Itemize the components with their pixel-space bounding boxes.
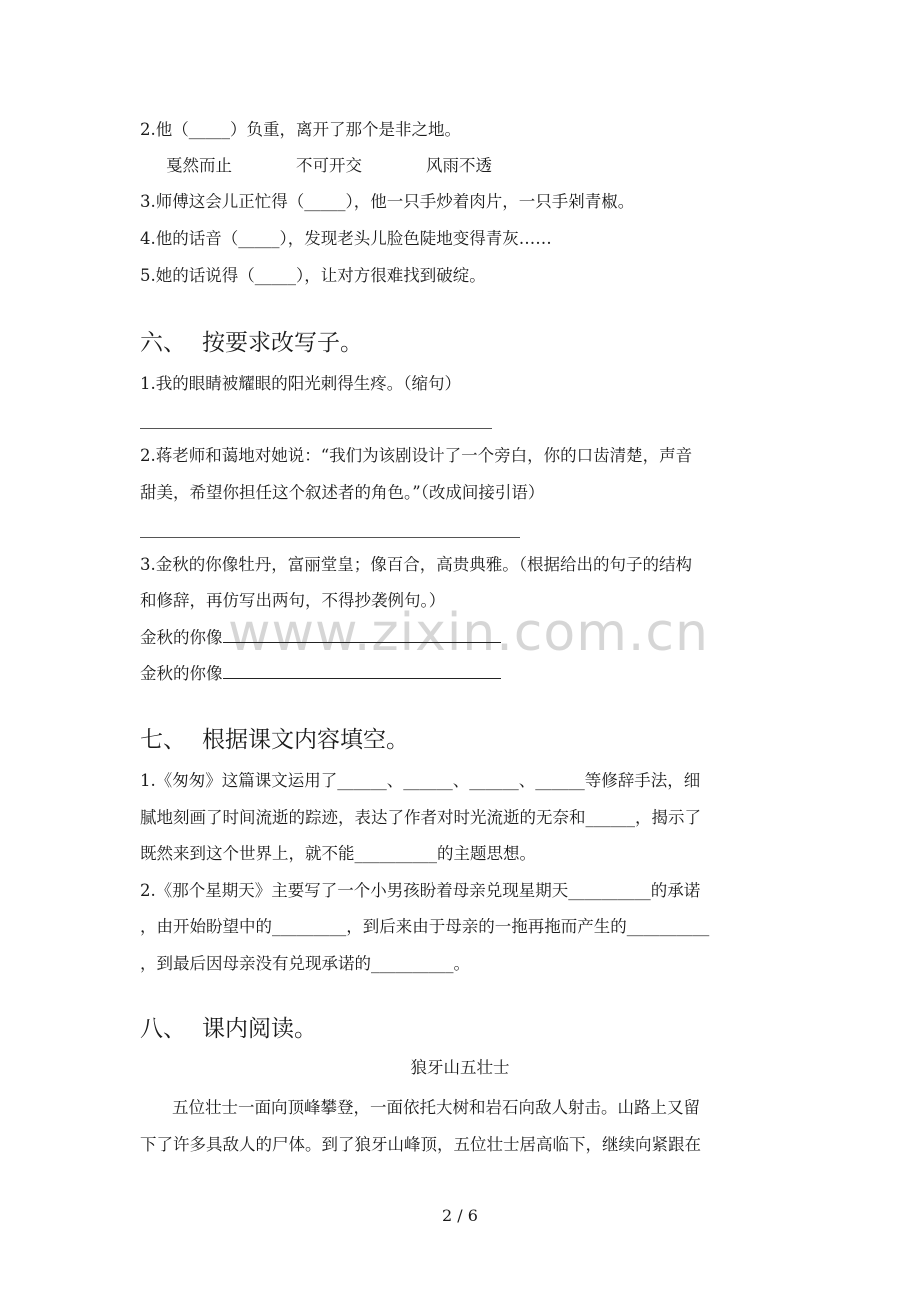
question-5-3: 3.师傅这会儿正忙得（_____），他一只手炒着肉片，一只手剁青椒。 [140,192,635,211]
question-7-1-line3: 既然来到这个世界上，就不能__________的主题思想。 [140,844,536,863]
section-number: 七、 [140,727,186,753]
question-6-2-line1: 2.蒋老师和蔼地对她说：“我们为该剧设计了一个旁白，你的口齿清楚，声音 [140,446,693,465]
imitation-prompt-2 [140,662,501,686]
section-title: 按要求改写子。 [202,330,363,356]
prompt-text: 金秋的你像 [140,628,223,647]
question-6-3-line2: 和修辞，再仿写出两句，不得抄袭例句。） [140,591,446,610]
section-heading-6 [140,328,363,358]
answer-line [140,537,520,538]
question-5-4: 4.他的话音（_____），发现老头儿脸色陡地变得青灰…… [140,229,552,248]
section-title: 课内阅读。 [202,1016,317,1042]
word-options [166,154,492,178]
passage-paragraph-line1: 五位壮士一面向顶峰攀登，一面依托大树和岩石向敌人射击。山路上又留 [172,1098,700,1117]
section-title: 根据课文内容填空。 [202,727,409,753]
fill-blank [223,664,501,679]
question-6-2-line2: 甜美，希望你担任这个叙述者的角色。”（改成间接引语） [140,483,545,502]
section-heading-7 [140,725,409,755]
option-3: 风雨不透 [426,156,492,175]
question-6-1: 1.我的眼睛被耀眼的阳光刺得生疼。（缩句） [140,374,461,393]
option-2: 不可开交 [296,156,362,175]
passage-paragraph-line2: 下了许多具敌人的尸体。到了狼牙山峰顶，五位壮士居高临下，继续向紧跟在 [140,1135,701,1154]
answer-line [140,428,492,429]
question-7-2-line3: ，到最后因母亲没有兑现承诺的__________。 [140,954,470,973]
section-heading-8 [140,1014,317,1044]
passage-title: 狼牙山五壮士 [410,1058,510,1077]
fill-blank [223,628,501,643]
prompt-text: 金秋的你像 [140,664,223,683]
watermark: www.zixin.com.cn [228,603,709,663]
question-7-2-line2: ，由开始盼望中的_________，到后来由于母亲的一拖再拖而产生的__________ [140,917,710,936]
question-5-5: 5.她的话说得（_____），让对方很难找到破绽。 [140,266,486,285]
section-number: 六、 [140,330,186,356]
page-number: 2 / 6 [442,1206,478,1225]
question-5-2: 2.他（_____）负重，离开了那个是非之地。 [140,120,461,139]
question-6-3-line1: 3.金秋的你像牡丹，富丽堂皇；像百合，高贵典雅。（根据给出的句子的结构 [140,555,692,574]
question-7-1-line1: 1.《匆匆》这篇课文运用了______、______、______、______等修辞手法，细 [140,771,701,790]
question-7-2-line1: 2.《那个星期天》主要写了一个小男孩盼着母亲兑现星期天__________的承诺 [140,881,701,900]
section-number: 八、 [140,1016,186,1042]
question-7-1-line2: 腻地刻画了时间流逝的踪迹，表达了作者对时光流逝的无奈和______，揭示了 [140,808,701,827]
option-1: 戛然而止 [166,156,232,175]
imitation-prompt-1 [140,626,501,650]
